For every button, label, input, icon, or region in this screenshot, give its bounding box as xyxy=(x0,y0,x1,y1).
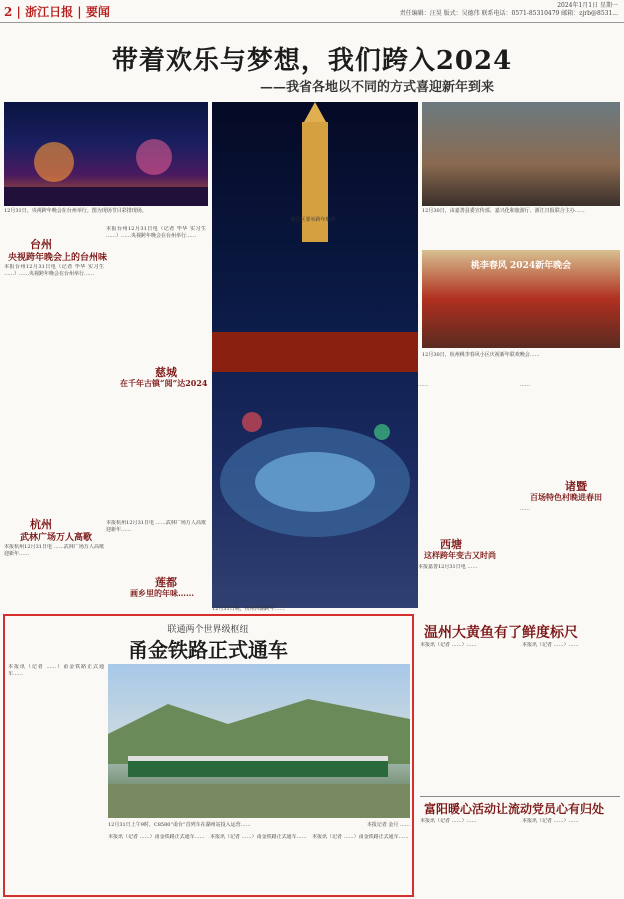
section-hangzhou: 杭州 xyxy=(30,518,52,531)
right-body-1: …… xyxy=(418,382,428,388)
zhuji-body: …… xyxy=(520,506,530,512)
fuyang-body: 本报讯（记者 ……）…… xyxy=(420,818,477,824)
section-zhuji-sub: 百场特色村晚进春田 xyxy=(530,492,602,502)
photo-night-tower xyxy=(212,102,418,608)
section-liandu: 莲都 xyxy=(155,576,177,589)
photo-train xyxy=(108,664,410,818)
hangzhou-body-2: 本报杭州12月31日电 ……武林广场万人高歌迎新年…… xyxy=(106,520,206,533)
main-headline: 带着欢乐与梦想，我们跨入2024 xyxy=(111,46,513,76)
xitang-body: 本报嘉善12月31日电 …… xyxy=(418,564,478,570)
photo-stage-caption: 12月31日，央视跨年晚会在台州举行。图为现场节目彩排现场。 xyxy=(4,208,147,214)
railway-body: 本报讯（记者 ……）甬金铁路正式通车…… xyxy=(8,664,104,677)
railway-body-4: 本报讯（记者 ……）甬金铁路正式通车…… xyxy=(312,834,409,840)
section-xitang-sub: 这样跨年变古又时尚 xyxy=(424,550,496,560)
fish-body: 本报讯（记者 ……）…… xyxy=(420,642,477,648)
page-section-label: 2 | 浙江日报 | 要闻 xyxy=(4,5,110,19)
photo-train-caption: 12月31日上午9时，C8580“甬台”首列车在湖州站投入运营…… xyxy=(108,822,251,828)
section-hangzhou-sub: 武林广场万人高歌 xyxy=(20,533,93,543)
taizhou-body-2: 本报台州12月31日电（记者 毕华 实习生 ……）……央视跨年晚会在台州举行…… xyxy=(106,226,206,239)
photo-crowd xyxy=(422,102,620,206)
railway-body-3: 本报讯（记者 ……）甬金铁路正式通车…… xyxy=(210,834,307,840)
taizhou-body: 本报台州12月31日电（记者 毕华 实习生 ……）……央视跨年晚会在台州举行…… xyxy=(4,264,104,277)
header-meta: 2024年1月1日 星期一 责任编辑：汪昊 版式：吴德伟 联系电话：0571-85310479 邮箱：zjrb@8531... xyxy=(399,2,618,17)
section-cicheng: 慈城 xyxy=(155,366,177,379)
railway-body-2: 本报讯（记者 ……）甬金铁路正式通车…… xyxy=(108,834,205,840)
section-zhuji: 诸暨 xyxy=(565,480,587,493)
page-header xyxy=(0,0,624,23)
fish-title: 温州大黄鱼有了鲜度标尺 xyxy=(424,625,578,641)
party-banner: 桃李春风 2024新年晚会 xyxy=(470,261,572,271)
section-liandu-sub: 画乡里的年味…… xyxy=(130,588,194,598)
section-divider xyxy=(420,796,620,797)
photo-crowd-caption: 12月30日，由嘉善县委宣传部、嘉兴化和旅游厅、浙江日报联合主办…… xyxy=(422,208,585,214)
fish-body-2: 本报讯（记者 ……）…… xyxy=(522,642,579,648)
railway-byline: 本报记者 金月 …… xyxy=(366,822,410,828)
fuyang-body-2: 本报讯（记者 ……）…… xyxy=(522,818,579,824)
right-body-2: …… xyxy=(520,382,530,388)
section-xitang: 西塘 xyxy=(440,538,462,551)
photo-fireworks-caption: 德江区要举跨年烟花 xyxy=(290,217,336,223)
fuyang-title: 富阳暖心活动让流动党员心有归处 xyxy=(424,802,605,816)
main-subhead: ——我省各地以不同的方式喜迎新年到来 xyxy=(259,80,494,95)
photo-party-caption: 12月30日，杭州桃李春风小区庆祝新年联欢晚会…… xyxy=(422,352,540,358)
section-cicheng-sub: 在千年古镇“阅”达2024 xyxy=(120,378,208,388)
photo-night-caption: 12月31日晚，杭州西湖跨年…… xyxy=(212,606,285,612)
railway-kicker: 联通两个世界级枢纽 xyxy=(167,625,249,635)
photo-stage xyxy=(4,102,208,206)
hangzhou-body: 本报杭州12月31日电 ……武林广场万人高歌迎新年…… xyxy=(4,544,104,557)
section-taizhou: 台州 xyxy=(30,238,52,251)
railway-title: 甬金铁路正式通车 xyxy=(128,638,288,662)
section-taizhou-sub: 央视跨年晚会上的台州味 xyxy=(8,253,108,263)
photo-party xyxy=(422,250,620,348)
